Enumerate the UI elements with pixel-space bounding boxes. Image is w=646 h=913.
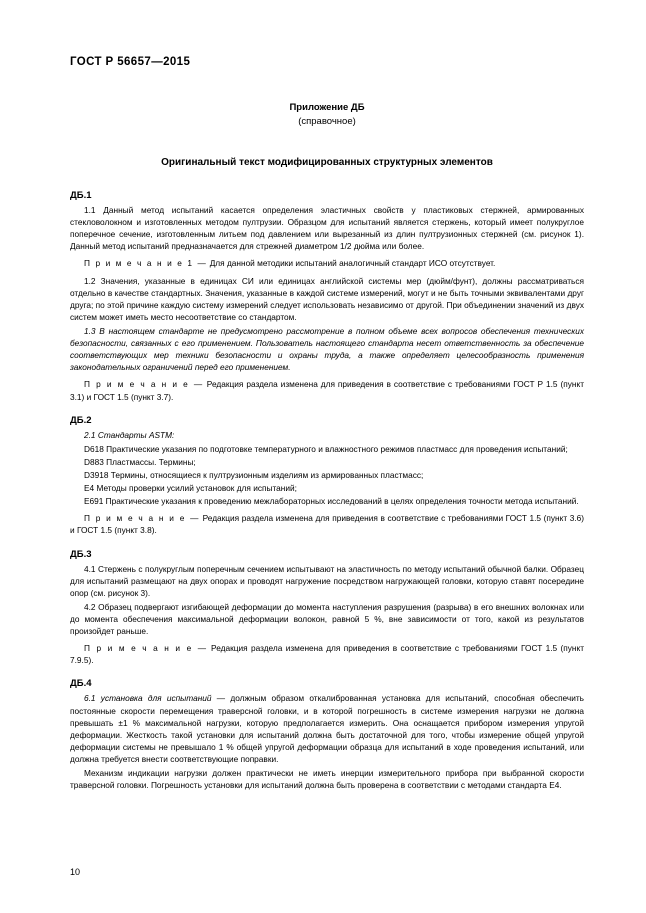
list-item: D883 Пластмассы. Термины; <box>84 456 196 467</box>
section-heading-db3: ДБ.3 <box>70 548 92 560</box>
paragraph-1-1: 1.1 Данный метод испытаний касается определения эластичных свойств у пластиковых стержней, армированных стекловолокном и изготовленных методом пултрузии. Образцом для испытаний является стержень, который имеет полукруглое поперечное сечение, изготовленным литьем под давлением или вырезанный из длин пултрузионных стержней (см. рисунок 1). Данный метод испытаний предназначается для стрежней диаметром 1/2 дюйма или более. <box>70 205 584 252</box>
section-heading-db2: ДБ.2 <box>70 414 92 426</box>
note-label: П р и м е ч а н и е 1 — <box>84 258 208 269</box>
note-text: Редакция раздела изменена для приведения в соответствие с требованиями ГОСТ 1.5 (пункт 7.9.5). <box>70 643 585 666</box>
appendix-heading <box>70 102 584 127</box>
list-item: Е691 Практические указания к проведению межлабораторных исследований в целях определения точности метода испытаний. <box>84 496 579 507</box>
list-item: D618 Практические указания по подготовке температурного и влажностного режимов пластмасс для проведения испытаний; <box>84 443 568 454</box>
section-heading-db1: ДБ.1 <box>70 190 92 201</box>
note-db3 <box>70 642 584 666</box>
appendix-title: Приложение ДБ <box>289 102 365 113</box>
section-heading-db4: ДБ.4 <box>70 678 92 690</box>
note-db2 <box>70 512 584 536</box>
page-header: ГОСТ Р 56657—2015 <box>70 56 191 68</box>
paragraph-4-1: 4.1 Стержень с полукруглым поперечным сечением испытывают на эластичность по методу испытаний обычной балки. Образец для испытаний размещают на двух опорах и проводят нагружение посредством нагружающей головки, которую ставят посередине опор (см. рисунок 3). <box>70 563 584 598</box>
appendix-subtitle: (справочное) <box>298 116 356 127</box>
note-label: П р и м е ч а н и е — <box>84 379 204 390</box>
page-number: 10 <box>70 867 81 877</box>
paragraph-1-3: 1.3 В настоящем стандарте не предусмотрено рассмотрение в полном объеме всех вопросов обеспечения технических безопасности, связанных с его применением. Пользователь настоящего стандарта несет ответственность за обеспечение соответствующих мер техники безопасности и охраны труда, а также определяет целесообразность применения законодательных ограничений перед его применением. <box>70 325 584 373</box>
note-text: Для данной методики испытаний аналогичный стандарт ИСО отсутствует. <box>209 258 496 269</box>
note-db1-1 <box>70 257 584 269</box>
paragraph-2-1: 2.1 Стандарты ASTM: <box>84 429 175 440</box>
list-item: D3918 Термины, относящиеся к пултрузионным изделиям из армированных пластмасс; <box>84 469 424 480</box>
note-text: Редакция раздела изменена для приведения в соответствие с требованиями ГОСТ Р 1.5 (пункт 3.1) и ГОСТ 1.5 (пункт 3.7). <box>70 379 585 402</box>
list-item: Е4 Методы проверки усилий установок для испытаний; <box>84 483 297 494</box>
note-label: П р и м е ч а н и е — <box>84 513 201 524</box>
note-label: П р и м е ч а н и е — <box>84 643 208 654</box>
note-text: Редакция раздела изменена для приведения в соответствие с требованиями ГОСТ 1.5 (пункт 3.6) и ГОСТ 1.5 (пункт 3.8). <box>70 513 585 536</box>
page-title: Оригинальный текст модифицированных структурных элементов <box>161 157 493 168</box>
paragraph-6-1-cont: Механизм индикации нагрузки должен практически не иметь инерции измерительного прибора при выбранной скорости траверсной головки. Погрешность установки для испытаний должна быть проверена в соответствии с методами стандарта Е4. <box>70 768 584 791</box>
paragraph-6-1: 6.1 установка для испытаний — должным образом откалиброванная установка для испытаний, способная обеспечить постоянные скорости перемещения траверсной головки, и в которой погрешность в системе измерения нагрузки не должна превышать ±1 % максимальной нагрузки, которую предполагается измерить. Она оснащается прибором измерения упругой деформации. Жесткость такой установки для испытаний должна быть достаточной для того, чтобы измерение общей упругой деформации системы не превышало 1 % общей упругой деформации образца для испытаний в ходе проведения испытаний, или должна требуется внести соответствующие поправки. <box>70 693 584 764</box>
paragraph-1-2: 1.2 Значения, указанные в единицах СИ или единицах английской системы мер (дюйм/фунт), должны рассматриваться отдельно в качестве стандартных. Значения, указанные в каждой системе измерений, могут и не быть точными эквивалентами друг друга; по этой причине каждую систему измерений следует использовать независимо от другой. При объединении значений из двух систем может иметь место несоответствие со стандартом. <box>70 275 584 322</box>
paragraph-4-2: 4.2 Образец подвергают изгибающей деформации до момента наступления разрушения (разрыва) в его внешних волокнах или до момента обеспечения максимальной деформации волокон, равной 5 %, вне зависимости от того, какой из результатов произойдет раньше. <box>70 601 584 637</box>
note-db1-2 <box>70 378 584 402</box>
